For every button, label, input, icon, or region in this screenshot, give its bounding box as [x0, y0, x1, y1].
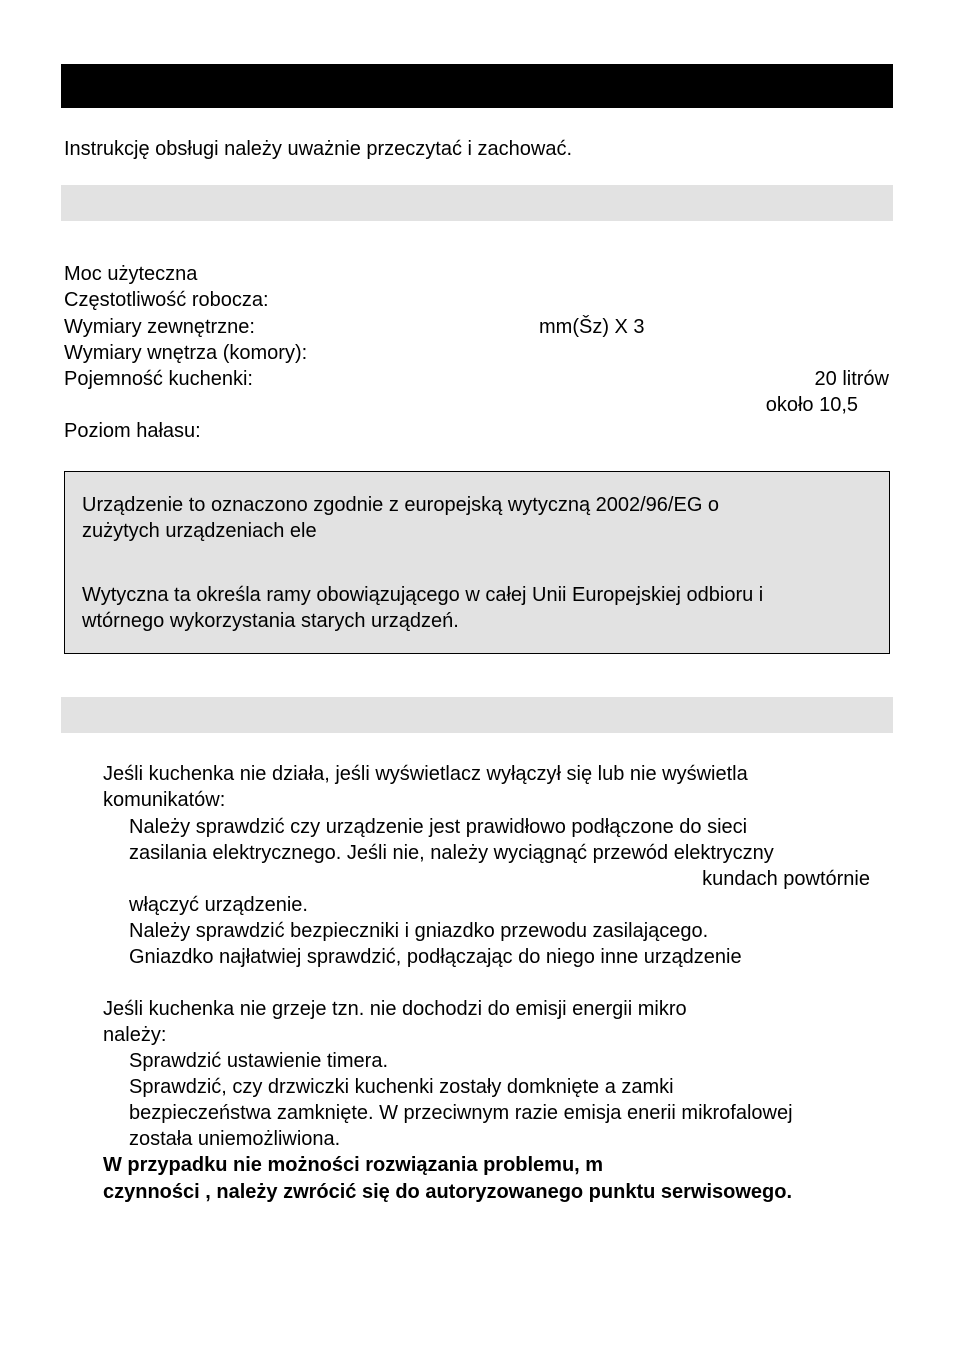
power-label: Moc użyteczna [64, 263, 198, 285]
final-note-line1: W przypadku nie możności rozwiązania problemu, m [103, 1154, 604, 1176]
case1-item-c: Gniazdko najłatwiej sprawdzić, podłączając do niego inne urządzenie [129, 946, 742, 968]
case1-item-a-line2: zasilania elektrycznego. Jeśli nie, należy wyciągnąć przewód elektryczny [129, 842, 774, 864]
final-note-line2: czynności , należy zwrócić się do autoryzowanego punktu serwisowego. [103, 1181, 793, 1203]
notice-para2-line1: Wytyczna ta określa ramy obowiązującego w całej Unii Europejskiej odbioru i [82, 584, 764, 606]
case1-line2: komunikatów: [103, 789, 226, 811]
case2-item-b-line2: bezpieczeństwa zamknięte. W przeciwnym razie emisja enerii mikrofalowej [129, 1102, 793, 1124]
case1-item-b: Należy sprawdzić bezpieczniki i gniazdko przewodu zasilającego. [129, 920, 709, 942]
header-bar [61, 64, 893, 108]
case1-item-a-line1: Należy sprawdzić czy urządzenie jest prawidłowo podłączone do sieci [129, 816, 748, 838]
section-bar-specs [61, 185, 893, 221]
case1-line1: Jeśli kuchenka nie działa, jeśli wyświetlacz wyłączył się lub nie wyświetla [103, 763, 748, 785]
case2-item-b-line3: została uniemożliwiona. [129, 1128, 341, 1150]
noise-label: Poziom hałasu: [64, 420, 201, 442]
intro-text: Instrukcję obsługi należy uważnie przeczytać i zachować. [64, 138, 573, 160]
case2-item-a: Sprawdzić ustawienie timera. [129, 1050, 388, 1072]
case2-item-b-line1: Sprawdzić, czy drzwiczki kuchenki zostały domknięte a zamki [129, 1076, 674, 1098]
weight-value: około 10,5 [765, 394, 858, 416]
capacity-value: 20 litrów [814, 368, 889, 390]
inner-dims-label: Wymiary wnętrza (komory): [64, 342, 308, 364]
case1-item-a-line4: włączyć urządzenie. [129, 894, 308, 916]
section-bar-troubleshooting [61, 697, 893, 733]
case1-item-a-line3: kundach powtórnie [702, 868, 870, 890]
notice-para1-line2: zużytych urządzeniach ele [82, 520, 317, 542]
frequency-label: Częstotliwość robocza: [64, 289, 269, 311]
notice-para2-line2: wtórnego wykorzystania starych urządzeń. [82, 610, 459, 632]
case2-line2: należy: [103, 1024, 167, 1046]
capacity-label: Pojemność kuchenki: [64, 368, 253, 390]
notice-para1-line1: Urządzenie to oznaczono zgodnie z europejską wytyczną 2002/96/EG o [82, 494, 720, 516]
outer-dims-label: Wymiary zewnętrzne: [64, 316, 255, 338]
case2-line1: Jeśli kuchenka nie grzeje tzn. nie dochodzi do emisji energii mikro [103, 998, 687, 1020]
outer-dims-value: mm(Šz) X 3 [539, 316, 645, 338]
